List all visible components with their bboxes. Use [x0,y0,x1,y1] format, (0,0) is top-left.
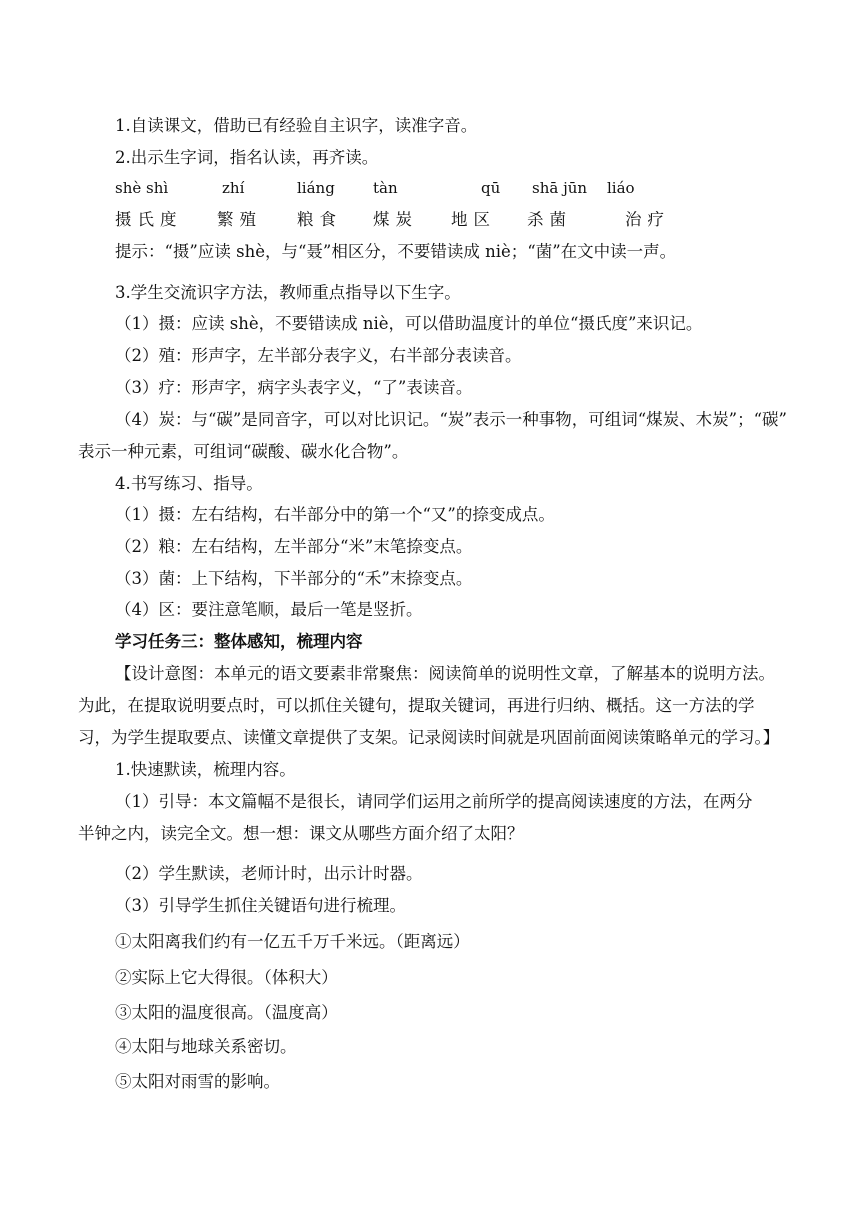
pinyin-1: shè shì [115,179,169,197]
step-4-item-1: （1）摄：左右结构，右半部分中的第一个“又”的捺变成点。 [115,505,555,524]
step-4-item-4: （4）区：要注意笔顺，最后一笔是竖折。 [115,600,423,619]
step-3: 3.学生交流识字方法，教师重点指导以下生字。 [115,283,461,302]
word-5: 地区 [451,210,496,229]
pinyin-5: qū [481,179,501,197]
word-1: 摄氏度 [115,210,183,229]
step-3-item-4b: 表示一种元素，可组词“碳酸、碳水化合物”。 [78,442,409,461]
step-4: 4.书写练习、指导。 [115,474,263,493]
step-1: 1.自读课文，借助已有经验自主识字，读准字音。 [115,116,478,135]
pinyin-3: liáng [297,179,335,197]
key-point-4: ④太阳与地球关系密切。 [115,1037,297,1056]
step-3-item-2: （2）殖：形声字，左半部分表字义，右半部分表读音。 [115,346,522,365]
key-point-5: ⑤太阳对雨雪的影响。 [115,1072,280,1091]
task-3-heading: 学习任务三：整体感知，梳理内容 [115,632,363,651]
step-3-item-1: （1）摄：应读 shè，不要错读成 niè，可以借助温度计的单位“摄氏度”来识记。 [115,314,703,333]
tip-text: 提示：“摄”应读 shè，与“聂”相区分，不要错读成 niè；“菌”在文中读一声。 [115,242,677,261]
pinyin-7: liáo [607,179,635,197]
design-intent-line-3: 习，为学生提取要点、读懂文章提供了支架。记录阅读时间就是巩固前面阅读策略单元的学习。】 [78,728,780,747]
sub-step-1-item-3: （3）引导学生抓住关键语句进行梳理。 [115,896,406,915]
sub-step-1-item-2: （2）学生默读，老师计时，出示计时器。 [115,864,423,883]
step-4-item-3: （3）菌：上下结构，下半部分的“禾”末捺变点。 [115,569,473,588]
sub-step-1: 1.快速默读，梳理内容。 [115,760,296,779]
pinyin-4: tàn [373,179,398,197]
key-point-2: ②实际上它大得很。（体积大） [115,968,338,987]
sub-step-1-item-1b: 半钟之内，读完全文。想一想：课文从哪些方面介绍了太阳？ [78,824,524,843]
design-intent-line-1: 【设计意图：本单元的语文要素非常聚焦：阅读简单的说明性文章，了解基本的说明方法。 [115,664,775,683]
key-point-3: ③太阳的温度很高。（温度高） [115,1003,338,1022]
word-7: 治疗 [625,210,670,229]
pinyin-6: shā jūn [532,179,588,197]
step-2: 2.出示生字词，指名认读，再齐读。 [115,148,379,167]
step-4-item-2: （2）粮：左右结构，左半部分“米”末笔捺变点。 [115,537,473,556]
key-point-1: ①太阳离我们约有一亿五千万千米远。（距离远） [115,932,470,951]
design-intent-line-2: 为此，在提取说明要点时，可以抓住关键句，提取关键词，再进行归纳、概括。这一方法的学 [78,696,755,715]
word-3: 粮食 [297,210,342,229]
sub-step-1-item-1a: （1）引导：本文篇幅不是很长，请同学们运用之前所学的提高阅读速度的方法，在两分 [115,792,753,811]
word-6: 杀菌 [527,210,572,229]
step-3-item-4a: （4）炭：与“碳”是同音字，可以对比识记。“炭”表示一种事物，可组词“煤炭、木炭”；“碳” [115,410,787,429]
word-2: 繁殖 [217,210,262,229]
pinyin-2: zhí [222,179,245,197]
word-4: 煤炭 [373,210,418,229]
step-3-item-3: （3）疗：形声字，病字头表字义，“了”表读音。 [115,378,473,397]
